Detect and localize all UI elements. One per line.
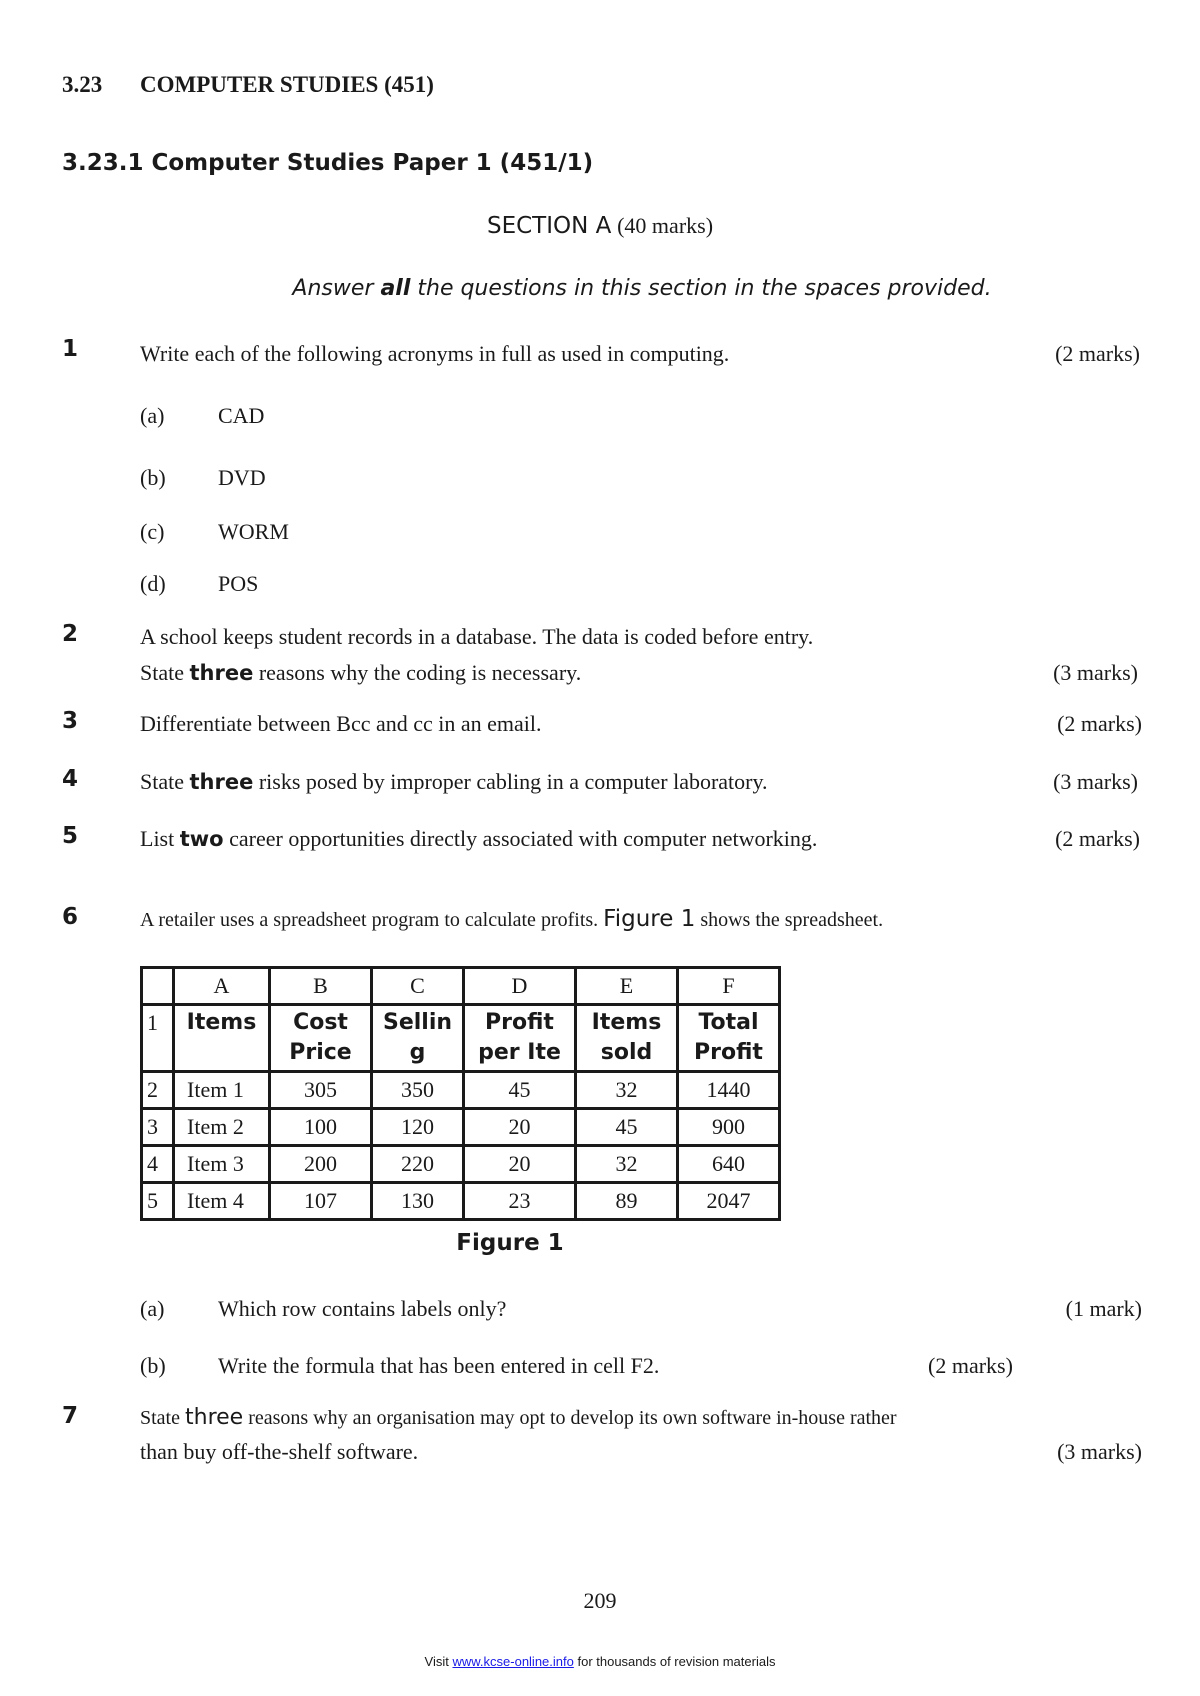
question-4-text (140, 769, 768, 795)
column-letter: B (270, 968, 372, 1005)
table-cell: 45 (464, 1072, 576, 1109)
instruction-after: the questions in this section in the spaces provided. (410, 276, 992, 301)
table-cell: 100 (270, 1109, 372, 1146)
table-cell: Item 3 (174, 1146, 270, 1183)
table-cell: 2047 (678, 1183, 780, 1220)
row-number: 3 (142, 1109, 174, 1146)
table-cell: 45 (576, 1109, 678, 1146)
header-line: Total (698, 1010, 759, 1035)
q4-after: risks posed by improper cabling in a computer laboratory. (253, 769, 768, 794)
header-cell (270, 1005, 372, 1072)
question-3-text: Differentiate between Bcc and cc in an email. (140, 711, 542, 736)
instruction-before: Answer (292, 276, 381, 301)
table-cell: 32 (576, 1146, 678, 1183)
q1-part-b-text: DVD (218, 465, 266, 490)
question-7-number: 7 (62, 1403, 79, 1429)
q6-before: A retailer uses a spreadsheet program to calculate profits. (140, 909, 604, 931)
q6-after: shows the spreadsheet. (695, 909, 884, 931)
column-letter-row (142, 968, 780, 1005)
q5-before: List (140, 826, 180, 851)
table-cell: Item 4 (174, 1183, 270, 1220)
q1-part-a-label: (a) (140, 403, 165, 428)
header-line: Cost (293, 1010, 348, 1035)
header-cell (576, 1005, 678, 1072)
section-heading (0, 213, 1200, 239)
q1-part-d-label: (d) (140, 571, 166, 596)
header-line: Price (289, 1040, 352, 1065)
header-line: Profit (485, 1010, 554, 1035)
q5-bold: two (179, 827, 224, 851)
q5-after: career opportunities directly associated with computer networking. (223, 826, 818, 851)
table-cell: 32 (576, 1072, 678, 1109)
column-letter: C (372, 968, 464, 1005)
table-cell: Item 2 (174, 1109, 270, 1146)
question-6-text (140, 906, 883, 932)
section-number: 3.23 (62, 72, 103, 97)
question-1-text: Write each of the following acronyms in full as used in computing. (140, 341, 730, 366)
column-letter: A (174, 968, 270, 1005)
instruction-bold: all (380, 276, 411, 301)
q7-bold: three (185, 1405, 244, 1430)
header-line: per Ite (478, 1040, 561, 1065)
column-letter: F (678, 968, 780, 1005)
table-cell: 200 (270, 1146, 372, 1183)
question-1-number: 1 (62, 336, 79, 362)
question-2-number: 2 (62, 621, 79, 647)
question-2-line-1: A school keeps student records in a database. The data is coded before entry. (140, 624, 814, 649)
table-cell: 350 (372, 1072, 464, 1109)
table-cell: 130 (372, 1183, 464, 1220)
header-cell (174, 1005, 270, 1072)
table-row (142, 1072, 780, 1109)
question-3-marks: (2 marks) (1057, 711, 1142, 736)
table-cell: 640 (678, 1146, 780, 1183)
table-cell: 20 (464, 1146, 576, 1183)
q6-part-a-text: Which row contains labels only? (218, 1296, 507, 1321)
header-line: Profit (694, 1040, 763, 1065)
table-cell: 89 (576, 1183, 678, 1220)
q1-part-c-label: (c) (140, 519, 165, 544)
question-4-number: 4 (62, 766, 79, 792)
q2-after: reasons why the coding is necessary. (253, 660, 582, 685)
header-cell (372, 1005, 464, 1072)
table-cell: 1440 (678, 1072, 780, 1109)
section-marks: (40 marks) (617, 213, 714, 238)
q6-part-b-text: Write the formula that has been entered in cell F2. (218, 1353, 660, 1378)
table-cell: 900 (678, 1109, 780, 1146)
table-cell: 20 (464, 1109, 576, 1146)
figure-caption: Figure 1 (456, 1230, 564, 1256)
header-cell (678, 1005, 780, 1072)
q6-part-a-marks: (1 mark) (1065, 1296, 1142, 1321)
header-line: Items (186, 1010, 257, 1035)
table-row (142, 1146, 780, 1183)
spreadsheet-table (140, 966, 781, 1221)
question-7-marks: (3 marks) (1057, 1439, 1142, 1464)
table-cell: 220 (372, 1146, 464, 1183)
row-number: 4 (142, 1146, 174, 1183)
q4-bold: three (189, 770, 254, 794)
corner-cell (142, 968, 174, 1005)
table-cell: Item 1 (174, 1072, 270, 1109)
table-cell: 120 (372, 1109, 464, 1146)
question-5-text (140, 826, 817, 852)
question-7-line-2: than buy off-the-shelf software. (140, 1439, 419, 1464)
question-3-number: 3 (62, 708, 79, 734)
question-7-line-1 (140, 1405, 897, 1430)
q6-part-b-marks: (2 marks) (928, 1353, 1013, 1378)
table-row (142, 1109, 780, 1146)
question-5-marks: (2 marks) (1055, 826, 1140, 851)
table-cell: 305 (270, 1072, 372, 1109)
section-title: COMPUTER STUDIES (451) (140, 72, 434, 97)
paper-title: 3.23.1 Computer Studies Paper 1 (451/1) (62, 150, 594, 176)
table-cell: 107 (270, 1183, 372, 1220)
question-2-marks: (3 marks) (1053, 660, 1138, 685)
header-line: g (409, 1040, 426, 1065)
page-number: 209 (583, 1588, 617, 1613)
question-4-marks: (3 marks) (1053, 769, 1138, 794)
footer-link[interactable]: www.kcse-online.info (452, 1654, 574, 1669)
question-1-marks: (2 marks) (1055, 341, 1140, 366)
row-number: 2 (142, 1072, 174, 1109)
q4-before: State (140, 769, 190, 794)
footer-visit: Visit (424, 1654, 453, 1669)
section-label: SECTION A (486, 213, 612, 239)
q7-before: State (140, 1407, 185, 1429)
q1-part-b-label: (b) (140, 465, 166, 490)
header-cell (464, 1005, 576, 1072)
q6-bold: Figure 1 (603, 906, 696, 932)
header-line: Items (591, 1010, 662, 1035)
column-letter: E (576, 968, 678, 1005)
q1-part-c-text: WORM (218, 519, 289, 544)
q1-part-a-text: CAD (218, 403, 265, 428)
q2-bold: three (189, 661, 254, 685)
header-row (142, 1005, 780, 1072)
q6-part-a-label: (a) (140, 1296, 165, 1321)
footer-after: for thousands of revision materials (573, 1654, 776, 1669)
header-line: sold (600, 1040, 653, 1065)
q6-part-b-label: (b) (140, 1353, 166, 1378)
row-number: 1 (142, 1005, 174, 1072)
q2-before: State (140, 660, 190, 685)
row-number: 5 (142, 1183, 174, 1220)
footer-note (0, 1654, 1200, 1669)
column-letter: D (464, 968, 576, 1005)
table-cell: 23 (464, 1183, 576, 1220)
q1-part-d-text: POS (218, 571, 259, 596)
header-line: Sellin (382, 1010, 453, 1035)
instructions (0, 276, 1200, 301)
question-6-number: 6 (62, 904, 79, 930)
q7-after: reasons why an organisation may opt to develop its own software in-house rather (243, 1407, 897, 1429)
question-2-line-2 (140, 660, 581, 686)
question-5-number: 5 (62, 823, 79, 849)
table-row (142, 1183, 780, 1220)
